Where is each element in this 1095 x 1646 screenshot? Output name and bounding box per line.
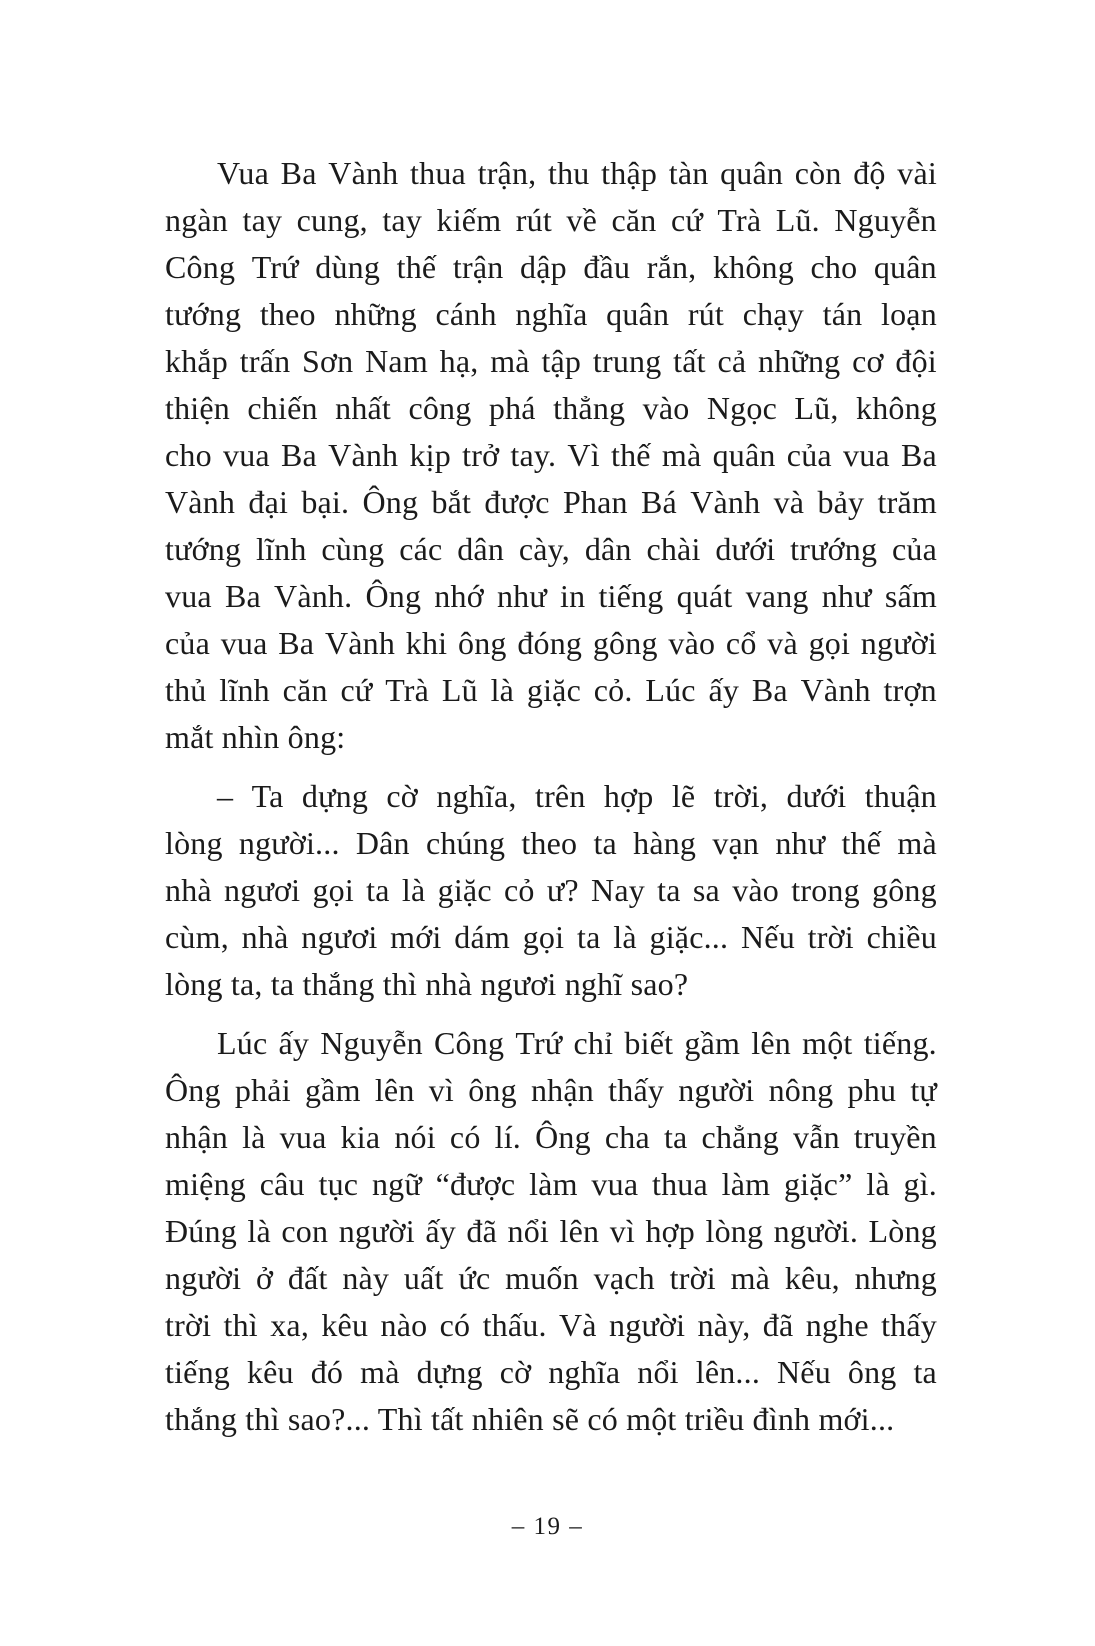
text-line: thủ lĩnh căn cứ Trà Lũ là giặc cỏ. Lúc ấy Ba Vành trợn <box>165 672 937 708</box>
text-line: của vua Ba Vành khi ông đóng gông vào cổ và gọi người <box>165 625 937 661</box>
text-line: lòng người... Dân chúng theo ta hàng vạn như thế mà <box>165 825 937 861</box>
text-line: Lúc ấy Nguyễn Công Trứ chỉ biết gầm lên một tiếng. <box>217 1025 937 1061</box>
text-line: nhà ngươi gọi ta là giặc cỏ ư? Nay ta sa vào trong gông <box>165 872 937 908</box>
text-line: vua Ba Vành. Ông nhớ như in tiếng quát vang như sấm <box>165 578 937 614</box>
text-line: Ông phải gầm lên vì ông nhận thấy người nông phu tự <box>165 1072 937 1108</box>
text-line: Công Trứ dùng thế trận dập đầu rắn, không cho quân <box>165 249 937 285</box>
paragraph <box>165 773 937 1008</box>
text-line: mắt nhìn ông: <box>165 719 346 755</box>
text-line: Đúng là con người ấy đã nổi lên vì hợp lòng người. Lòng <box>165 1213 937 1249</box>
paragraph <box>165 1020 937 1443</box>
text-line: cho vua Ba Vành kịp trở tay. Vì thế mà quân của vua Ba <box>165 437 937 473</box>
paragraph <box>165 150 937 761</box>
text-line: Vua Ba Vành thua trận, thu thập tàn quân còn độ vài <box>217 155 937 191</box>
text-block <box>165 150 937 1443</box>
text-line: nhận là vua kia nói có lí. Ông cha ta chẳng vẫn truyền <box>165 1119 937 1155</box>
text-line: thắng thì sao?... Thì tất nhiên sẽ có một triều đình mới... <box>165 1401 895 1437</box>
text-line: khắp trấn Sơn Nam hạ, mà tập trung tất cả những cơ đội <box>165 343 937 379</box>
text-line: trời thì xa, kêu nào có thấu. Và người này, đã nghe thấy <box>165 1307 937 1343</box>
text-line: – Ta dựng cờ nghĩa, trên hợp lẽ trời, dưới thuận <box>217 778 937 814</box>
text-line: tướng theo những cánh nghĩa quân rút chạy tán loạn <box>165 296 937 332</box>
text-line: cùm, nhà ngươi mới dám gọi ta là giặc... Nếu trời chiều <box>165 919 937 955</box>
text-line: thiện chiến nhất công phá thẳng vào Ngọc Lũ, không <box>165 390 937 426</box>
text-line: lòng ta, ta thắng thì nhà ngươi nghĩ sao? <box>165 966 689 1002</box>
text-line: người ở đất này uất ức muốn vạch trời mà kêu, nhưng <box>165 1260 937 1296</box>
text-line: tướng lĩnh cùng các dân cày, dân chài dưới trướng của <box>165 531 937 567</box>
page-number: – 19 – <box>511 1513 584 1540</box>
text-line: miệng câu tục ngữ “được làm vua thua làm giặc” là gì. <box>165 1166 937 1202</box>
text-line: tiếng kêu đó mà dựng cờ nghĩa nổi lên... Nếu ông ta <box>165 1354 937 1390</box>
text-line: Vành đại bại. Ông bắt được Phan Bá Vành và bảy trăm <box>165 484 937 520</box>
text-line: ngàn tay cung, tay kiếm rút về căn cứ Trà Lũ. Nguyễn <box>165 202 937 238</box>
